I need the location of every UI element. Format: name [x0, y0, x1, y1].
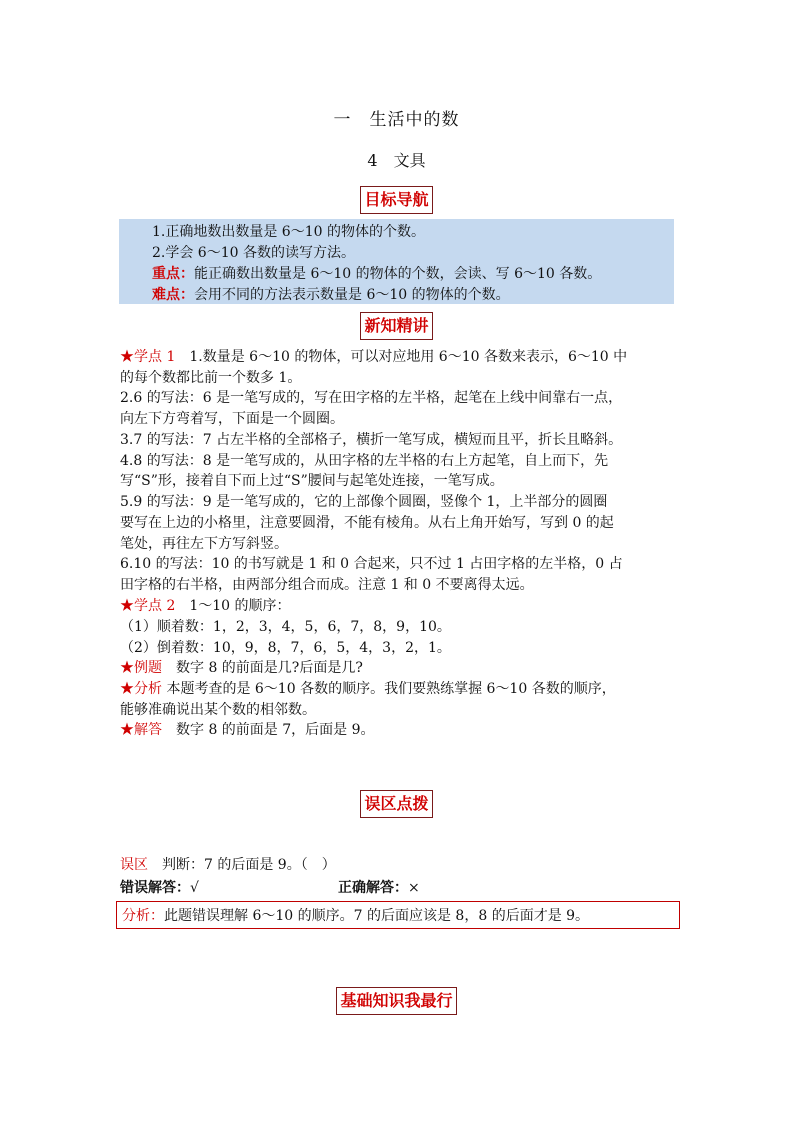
- goal-key-point: [152, 263, 601, 283]
- knowledge-heading-wrap: [0, 312, 793, 340]
- nine-line-a: 5.9 的写法：9 是一笔写成的，它的上部像个圆圈，竖像个 1，上半部分的圆圈: [120, 494, 608, 510]
- key-label: 重点：: [152, 266, 194, 282]
- ten-line-a: 6.10 的写法：10 的书写就是 1 和 0 合起来，只不过 1 占田字格的左半格，0 占: [120, 556, 623, 572]
- nine-line-b: 要写在上边的小格里，注意要圆滑，不能有棱角。从右上角开始写，写到 0 的起: [120, 515, 614, 531]
- mistake-analysis: [122, 905, 589, 925]
- seven-line: 3.7 的写法：7 占左半格的全部格子，横折一笔写成，横短而且平，折长且略斜。: [120, 432, 623, 448]
- goal-difficulty: [152, 284, 510, 304]
- mistake-analysis-label: 分析：: [122, 908, 164, 924]
- right-value: ×: [408, 880, 420, 896]
- six-line-a: 2.6 的写法：6 是一笔写成的，写在田字格的左半格，起笔在上线中间靠右一点，: [120, 390, 623, 406]
- backward-count: （2）倒着数：10，9，8，7，6，5，4，3，2，1。: [120, 640, 451, 656]
- new-knowledge-heading: 新知精讲: [360, 312, 432, 340]
- answer-line: [120, 720, 375, 740]
- mistake-analysis-box: [116, 901, 680, 929]
- ten-line-b: 田字格的右半格，由两部分组合而成。注意 1 和 0 不要离得太远。: [120, 577, 534, 593]
- point2-text: 1～10 的顺序：: [189, 598, 291, 614]
- point2-label: ★学点 2: [120, 598, 176, 614]
- example-text: 数字 8 的前面是几?后面是几?: [176, 660, 363, 676]
- answer-text: 数字 8 的前面是 7，后面是 9。: [176, 722, 375, 738]
- goal-line-1: 1.正确地数出数量是 6～10 的物体的个数。: [152, 224, 425, 240]
- basic-heading: 基础知识我最行: [336, 987, 456, 1015]
- goals-box: [119, 219, 674, 304]
- right-label: 正确解答：: [338, 880, 408, 896]
- difficulty-label: 难点：: [152, 287, 194, 303]
- nine-line-c: 笔处，再往左下方写斜竖。: [120, 536, 288, 552]
- eight-line-a: 4.8 的写法：8 是一笔写成的，从田字格的左半格的右上方起笔，自上而下，先: [120, 453, 609, 469]
- point1-text: 1.数量是 6～10 的物体，可以对应地用 6～10 各数来表示，6～10 中: [189, 349, 628, 365]
- six-line-b: 向左下方弯着写，下面是一个圆圈。: [120, 411, 344, 427]
- analysis-line: [120, 679, 616, 699]
- basic-heading-wrap: [0, 987, 793, 1015]
- forward-count: （1）顺着数：1，2，3，4，5，6，7，8，9，10。: [120, 619, 451, 635]
- goal-line-2: 2.学会 6～10 各数的读写方法。: [152, 245, 355, 261]
- wrong-value: √: [190, 880, 199, 896]
- lesson-title: 4 文具: [367, 151, 426, 170]
- example-label: ★例题: [120, 660, 162, 676]
- goals-heading: 目标导航: [360, 186, 432, 214]
- unit-title: 一 生活中的数: [333, 110, 460, 130]
- goals-heading-wrap: [0, 186, 793, 214]
- point1-cont: 的每个数都比前一个数多 1。: [120, 370, 302, 386]
- mistake-heading: 误区点拨: [360, 790, 432, 818]
- mistake-question: 判断：7 的后面是 9。（ ）: [162, 857, 336, 873]
- mistake-analysis-text: 此题错误理解 6～10 的顺序。7 的后面应该是 8，8 的后面才是 9。: [164, 908, 590, 924]
- analysis-text: 本题考查的是 6～10 各数的顺序。我们要熟练掌握 6～10 各数的顺序，: [166, 681, 616, 697]
- analysis-label: ★分析: [120, 681, 162, 697]
- mistake-heading-wrap: [0, 790, 793, 818]
- mistake-label: 误区: [120, 857, 148, 873]
- mistake-question-line: [120, 855, 336, 875]
- point2-line: [120, 596, 291, 616]
- point1-label: ★学点 1: [120, 349, 176, 365]
- difficulty-text: 会用不同的方法表示数量是 6～10 的物体的个数。: [194, 287, 510, 303]
- eight-line-b: 写“S”形，接着自下而上过“S”腰间与起笔处连接，一笔写成。: [120, 473, 504, 489]
- analysis-cont: 能够准确说出某个数的相邻数。: [120, 702, 316, 718]
- example-line: [120, 658, 363, 678]
- key-text: 能正确数出数量是 6～10 的物体的个数，会读、写 6～10 各数。: [194, 266, 602, 282]
- mistake-right-answer: [338, 878, 420, 898]
- point1-line: [120, 347, 627, 367]
- mistake-wrong-answer: [120, 878, 199, 898]
- answer-label: ★解答: [120, 722, 162, 738]
- wrong-label: 错误解答：: [120, 880, 190, 896]
